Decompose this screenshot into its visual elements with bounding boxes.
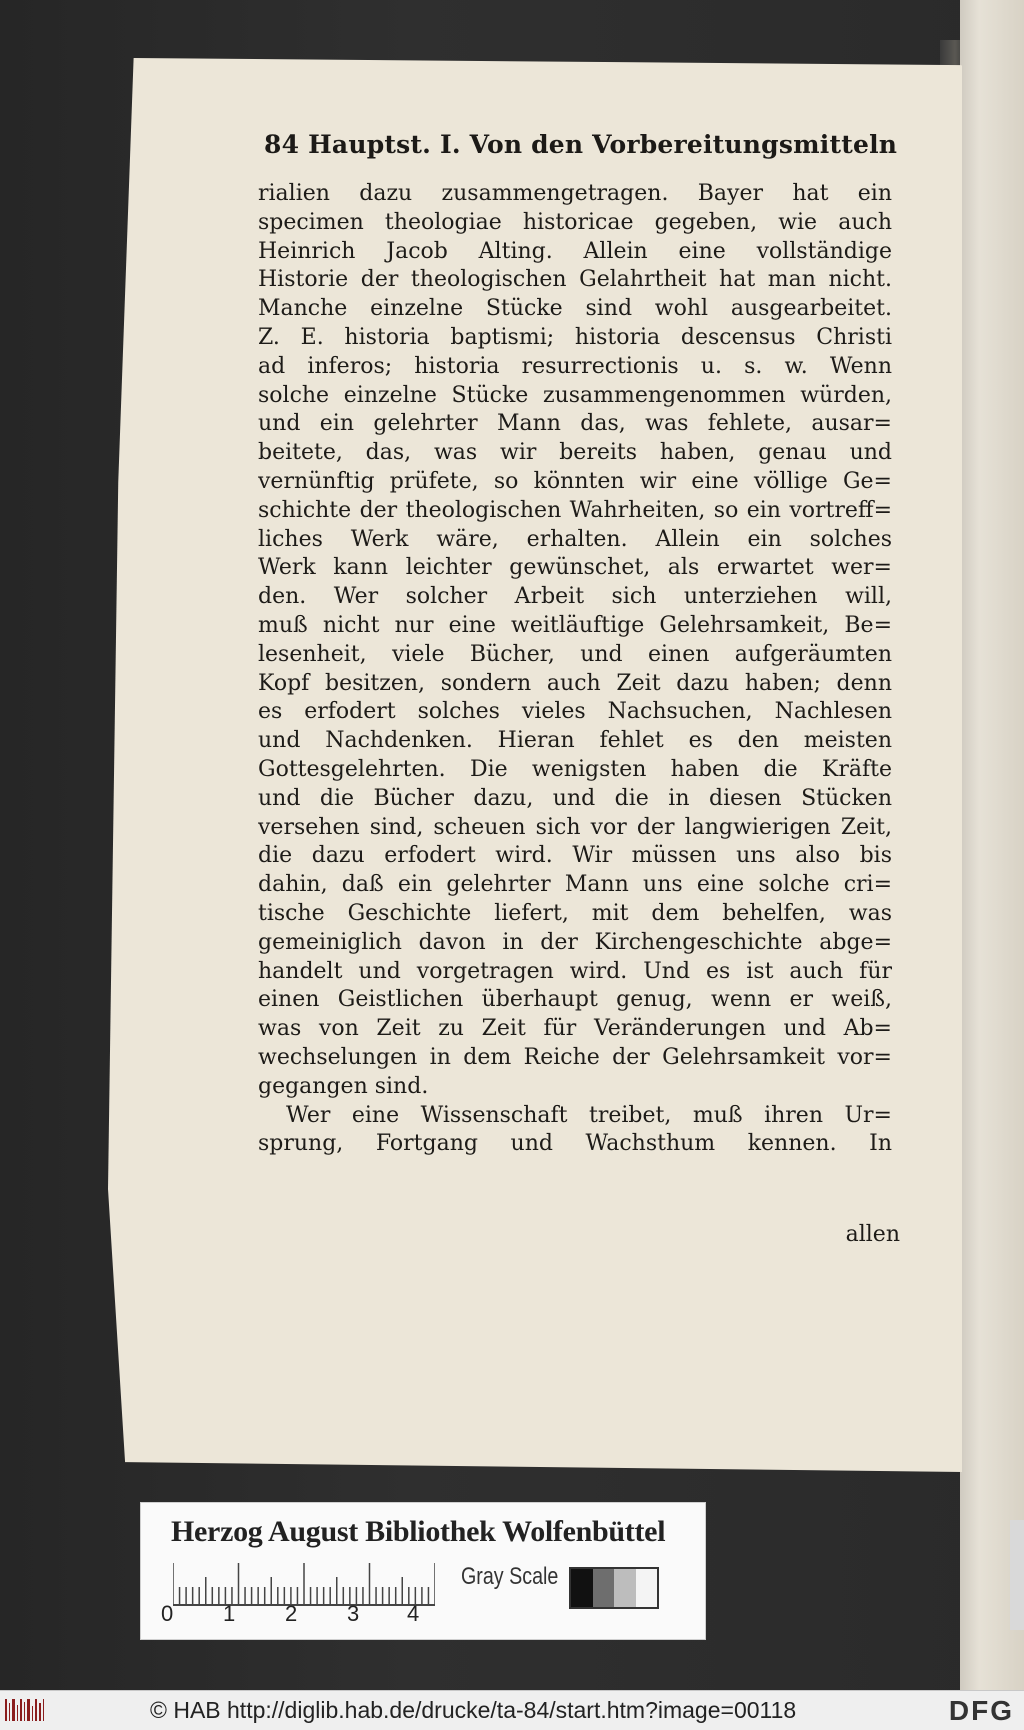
text-line: und ein gelehrter Mann das, was fehlete, ausar= [258,411,892,437]
gray-tone [636,1569,658,1607]
ruler-number: 2 [285,1601,298,1626]
ruler-numbers [161,1601,425,1631]
ruler-number: 4 [407,1601,420,1626]
text-line: muß nicht nur eine weitläuftige Gelehrsamkeit, Be= [258,612,892,638]
text-line: was von Zeit zu Zeit für Veränderungen und Ab= [258,1016,892,1042]
text-line: gemeiniglich davon in der Kirchengeschichte abge= [258,929,892,955]
gray-scale-swatch [569,1567,659,1609]
barcode-icon [4,1697,46,1723]
text-line: Werk kann leichter gewünschet, als erwartet wer= [258,555,892,581]
text-line: und die Bücher dazu, und die in diesen Stücken [258,785,892,811]
ruler-number: 3 [347,1601,360,1626]
text-line: wechselungen in dem Reiche der Gelehrsamkeit vor= [258,1044,892,1070]
text-line: beitete, das, was wir bereits haben, genau und [258,440,892,466]
text-line: specimen theologiae historicae gegeben, wie auch [258,209,892,235]
text-line: Historie der theologischen Gelahrtheit hat man nicht. [258,267,892,293]
text-line: gegangen sind. [258,1073,429,1099]
text-line: und Nachdenken. Hieran fehlet es den meisten [258,728,892,754]
ruler-number: 1 [223,1601,236,1626]
gray-tone [614,1569,636,1607]
text-line: Heinrich Jacob Alting. Allein eine vollständige [258,238,892,264]
text-line: handelt und vorgetragen wird. Und es ist auch für [258,958,892,984]
text-line: vernünftig prüfete, so könnten wir eine völlige Ge= [258,468,892,494]
text-line: es erfodert solches vieles Nachsuchen, Nachlesen [258,699,892,725]
text-line: die dazu erfodert wird. Wir müssen uns also bis [258,843,892,869]
running-head: 84 Hauptst. I. Von den Vorbereitungsmitteln [264,130,898,159]
adjacent-page [960,0,1024,1690]
text-line: schichte der theologischen Wahrheiten, so ein vortreff= [258,497,892,523]
text-line: Gottesgelehrten. Die wenigsten haben die Kräfte [258,756,892,782]
text-line: Z. E. historia baptismi; historia descensus Christi [258,324,892,350]
text-line: solche einzelne Stücke zusammengenommen würden, [258,382,892,408]
dfg-logo: DFG [948,1695,1014,1726]
text-line: Wer eine Wissenschaft treibet, muß ihren Ur= [286,1102,892,1128]
text-line: einen Geistlichen überhaupt genug, wenn er weiß, [258,987,892,1013]
text-line: Manche einzelne Stücke sind wohl ausgearbeitet. [258,296,892,322]
body-text [258,180,892,1159]
gray-tone [593,1569,615,1607]
copyright-link[interactable]: © HAB http://diglib.hab.de/drucke/ta-84/start.htm?image=00118 [150,1697,797,1723]
text-line: tische Geschichte liefert, mit dem behelfen, was [258,900,892,926]
text-line: sprung, Fortgang und Wachsthum kennen. In [258,1131,892,1157]
text-line: Kopf besitzen, sondern auch Zeit dazu haben; denn [258,670,892,696]
text-line: rialien dazu zusammengetragen. Bayer hat ein [258,181,892,206]
side-tab [1010,1520,1024,1630]
color-calibration-bar [140,1502,706,1640]
catchword: allen [845,1222,900,1247]
text-line: liches Werk wäre, erhalten. Allein ein solches [258,526,892,552]
text-line: dahin, daß ein gelehrter Mann uns eine solche cri= [258,872,892,898]
gray-tone [571,1569,593,1607]
text-line: versehen sind, scheuen sich vor der langwierigen Zeit, [258,814,892,840]
text-line: ad inferos; historia resurrectionis u. s. w. Wenn [258,353,892,379]
text-line: lesenheit, viele Bücher, und einen aufgeräumten [258,641,892,667]
footer-bar [0,1690,1024,1730]
ruler-number: 0 [161,1601,174,1626]
institution-name: Herzog August Bibliothek Wolfenbüttel [171,1515,666,1548]
gray-scale-label: Gray Scale [461,1563,559,1590]
text-line: den. Wer solcher Arbeit sich unterziehen will, [258,584,892,610]
